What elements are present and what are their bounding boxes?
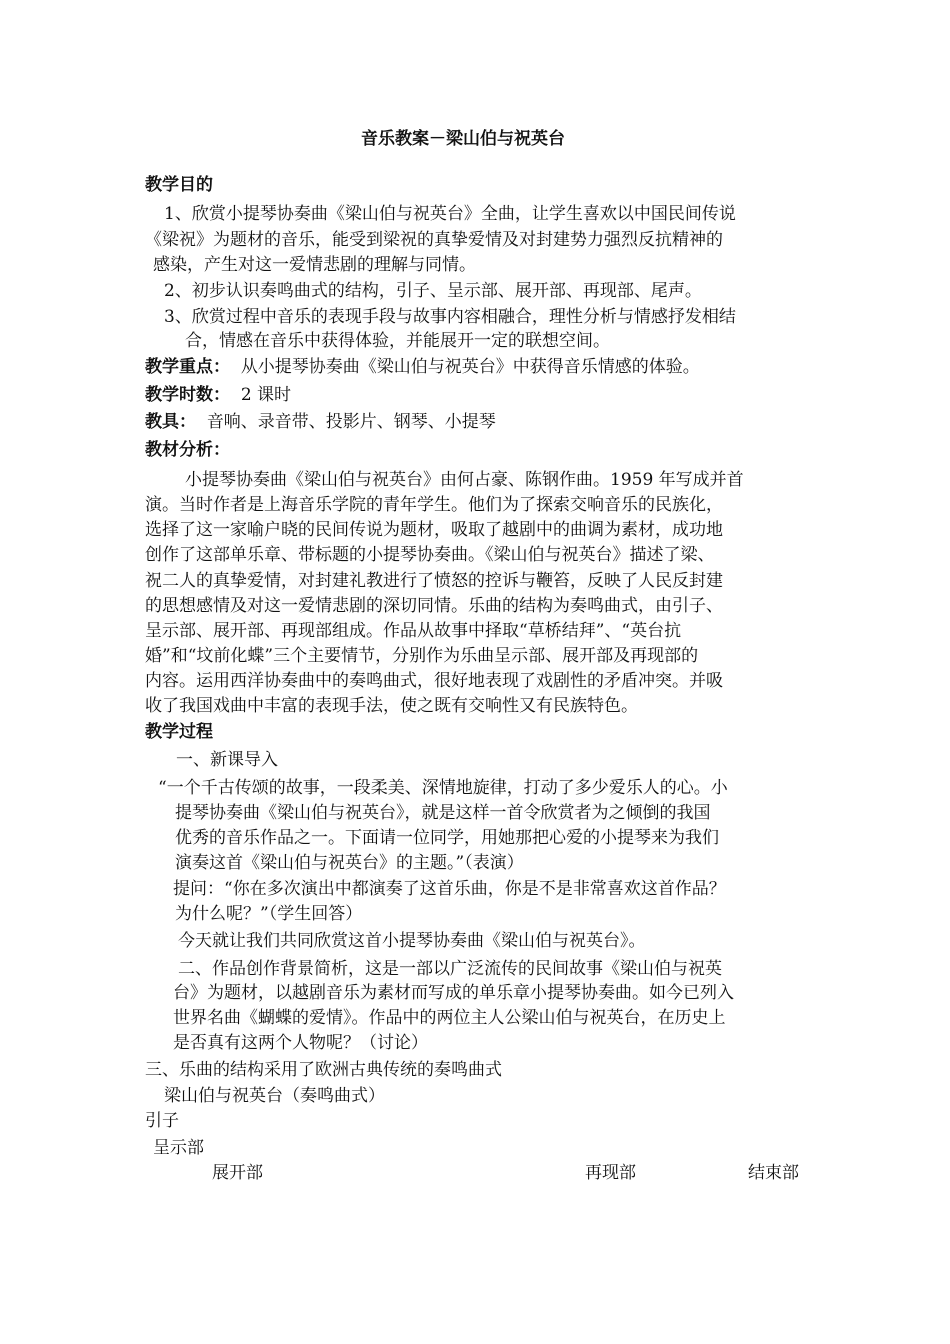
structure-recap: 再现部 (585, 1163, 636, 1183)
objective-1-line-1: 1、欣赏小提琴协奏曲《梁山伯与祝英台》全曲，让学生喜欢以中国民间传说 (164, 204, 736, 224)
section-2-line: 是否真有这两个人物呢？（讨论） (173, 1033, 428, 1053)
process-heading: 教学过程 (145, 722, 213, 742)
section-2-line: 二、作品创作背景简析，这是一部以广泛流传的民间故事《梁山伯与祝英 (178, 959, 722, 979)
structure-development: 展开部 (212, 1163, 263, 1183)
structure-coda: 结束部 (748, 1163, 799, 1183)
objective-3-line-2: 合，情感在音乐中获得体验，并能展开一定的联想空间。 (185, 331, 610, 351)
tools-row (145, 409, 496, 435)
focus-label: 教学重点： (145, 357, 230, 377)
focus-text: 从小提琴协奏曲《梁山伯与祝英台》中获得音乐情感的体验。 (240, 357, 700, 377)
objective-2: 2、初步认识奏鸣曲式的结构，引子、呈示部、展开部、再现部、尾声。 (164, 281, 702, 301)
focus-row (145, 354, 700, 380)
analysis-heading: 教材分析： (145, 440, 230, 460)
analysis-line: 呈示部、展开部、再现部组成。作品从故事中择取“草桥结拜”、“英台抗 (145, 621, 682, 641)
quote-line: 优秀的音乐作品之一。下面请一位同学，用她那把心爱的小提琴来为我们 (175, 828, 719, 848)
objective-3-line-1: 3、欣赏过程中音乐的表现手段与故事内容相融合，理性分析与情感抒发相结 (164, 307, 736, 327)
section-2-line: 台》为题材，以越剧音乐为素材而写成的单乐章小提琴协奏曲。如今已列入 (173, 983, 734, 1003)
question-line: 提问：“你在多次演出中都演奏了这首乐曲，你是不是非常喜欢这首作品？ (173, 879, 726, 899)
analysis-line: 演。当时作者是上海音乐学院的青年学生。他们为了探索交响音乐的民族化， (145, 495, 723, 515)
analysis-line: 小提琴协奏曲《梁山伯与祝英台》由何占豪、陈钢作曲。1959 年写成并首 (185, 470, 744, 490)
quote-line: 提琴协奏曲《梁山伯与祝英台》，就是这样一首令欣赏者为之倾倒的我国 (175, 803, 711, 823)
structure-intro: 引子 (145, 1111, 179, 1131)
tools-label: 教具： (145, 412, 196, 432)
objective-1-line-3: 感染，产生对这一爱情悲剧的理解与同情。 (153, 255, 476, 275)
question-line: 为什么呢？”（学生回答） (175, 904, 363, 924)
analysis-line: 婚”和“坟前化蝶”三个主要情节，分别作为乐曲呈示部、展开部及再现部的 (145, 646, 699, 666)
quote-line: 演奏这首《梁山伯与祝英台》的主题。”（表演） (175, 853, 524, 873)
analysis-line: 选择了这一家喻户晓的民间传说为题材，吸取了越剧中的曲调为素材，成功地 (145, 520, 723, 540)
hours-row (145, 382, 291, 408)
section-2-line: 世界名曲《蝴蝶的爱情》。作品中的两位主人公梁山伯与祝英台，在历史上 (173, 1008, 726, 1028)
hours-text: 2 课时 (240, 385, 292, 405)
analysis-line: 的思想感情及对这一爱情悲剧的深切同情。乐曲的结构为奏鸣曲式，由引子、 (145, 596, 723, 616)
page-title: 音乐教案－梁山伯与祝英台 (361, 129, 565, 149)
tools-text: 音响、录音带、投影片、钢琴、小提琴 (206, 412, 496, 432)
analysis-line: 创作了这部单乐章、带标题的小提琴协奏曲。《梁山伯与祝英台》描述了梁、 (145, 545, 715, 565)
section-3-heading: 三、乐曲的结构采用了欧洲古典传统的奏鸣曲式 (145, 1060, 502, 1080)
analysis-line: 祝二人的真挚爱情，对封建礼教进行了愤怒的控诉与鞭笞，反映了人民反封建 (145, 571, 723, 591)
analysis-line: 收了我国戏曲中丰富的表现手法，使之既有交响性又有民族特色。 (145, 696, 638, 716)
analysis-line: 内容。运用西洋协奏曲中的奏鸣曲式，很好地表现了戏剧性的矛盾冲突。并吸 (145, 671, 723, 691)
hours-label: 教学时数： (145, 385, 230, 405)
objectives-heading: 教学目的 (145, 175, 213, 195)
today-line: 今天就让我们共同欣赏这首小提琴协奏曲《梁山伯与祝英台》。 (178, 931, 646, 951)
structure-name: 梁山伯与祝英台（奏鸣曲式） (164, 1086, 385, 1106)
objective-1-line-2: 《梁祝》为题材的音乐，能受到梁祝的真挚爱情及对封建势力强烈反抗精神的 (145, 230, 723, 250)
quote-line: “一个千古传颂的故事，一段柔美、深情地旋律，打动了多少爱乐人的心。小 (158, 778, 728, 798)
structure-exposition: 呈示部 (153, 1138, 204, 1158)
section-1-heading: 一、新课导入 (176, 750, 278, 770)
